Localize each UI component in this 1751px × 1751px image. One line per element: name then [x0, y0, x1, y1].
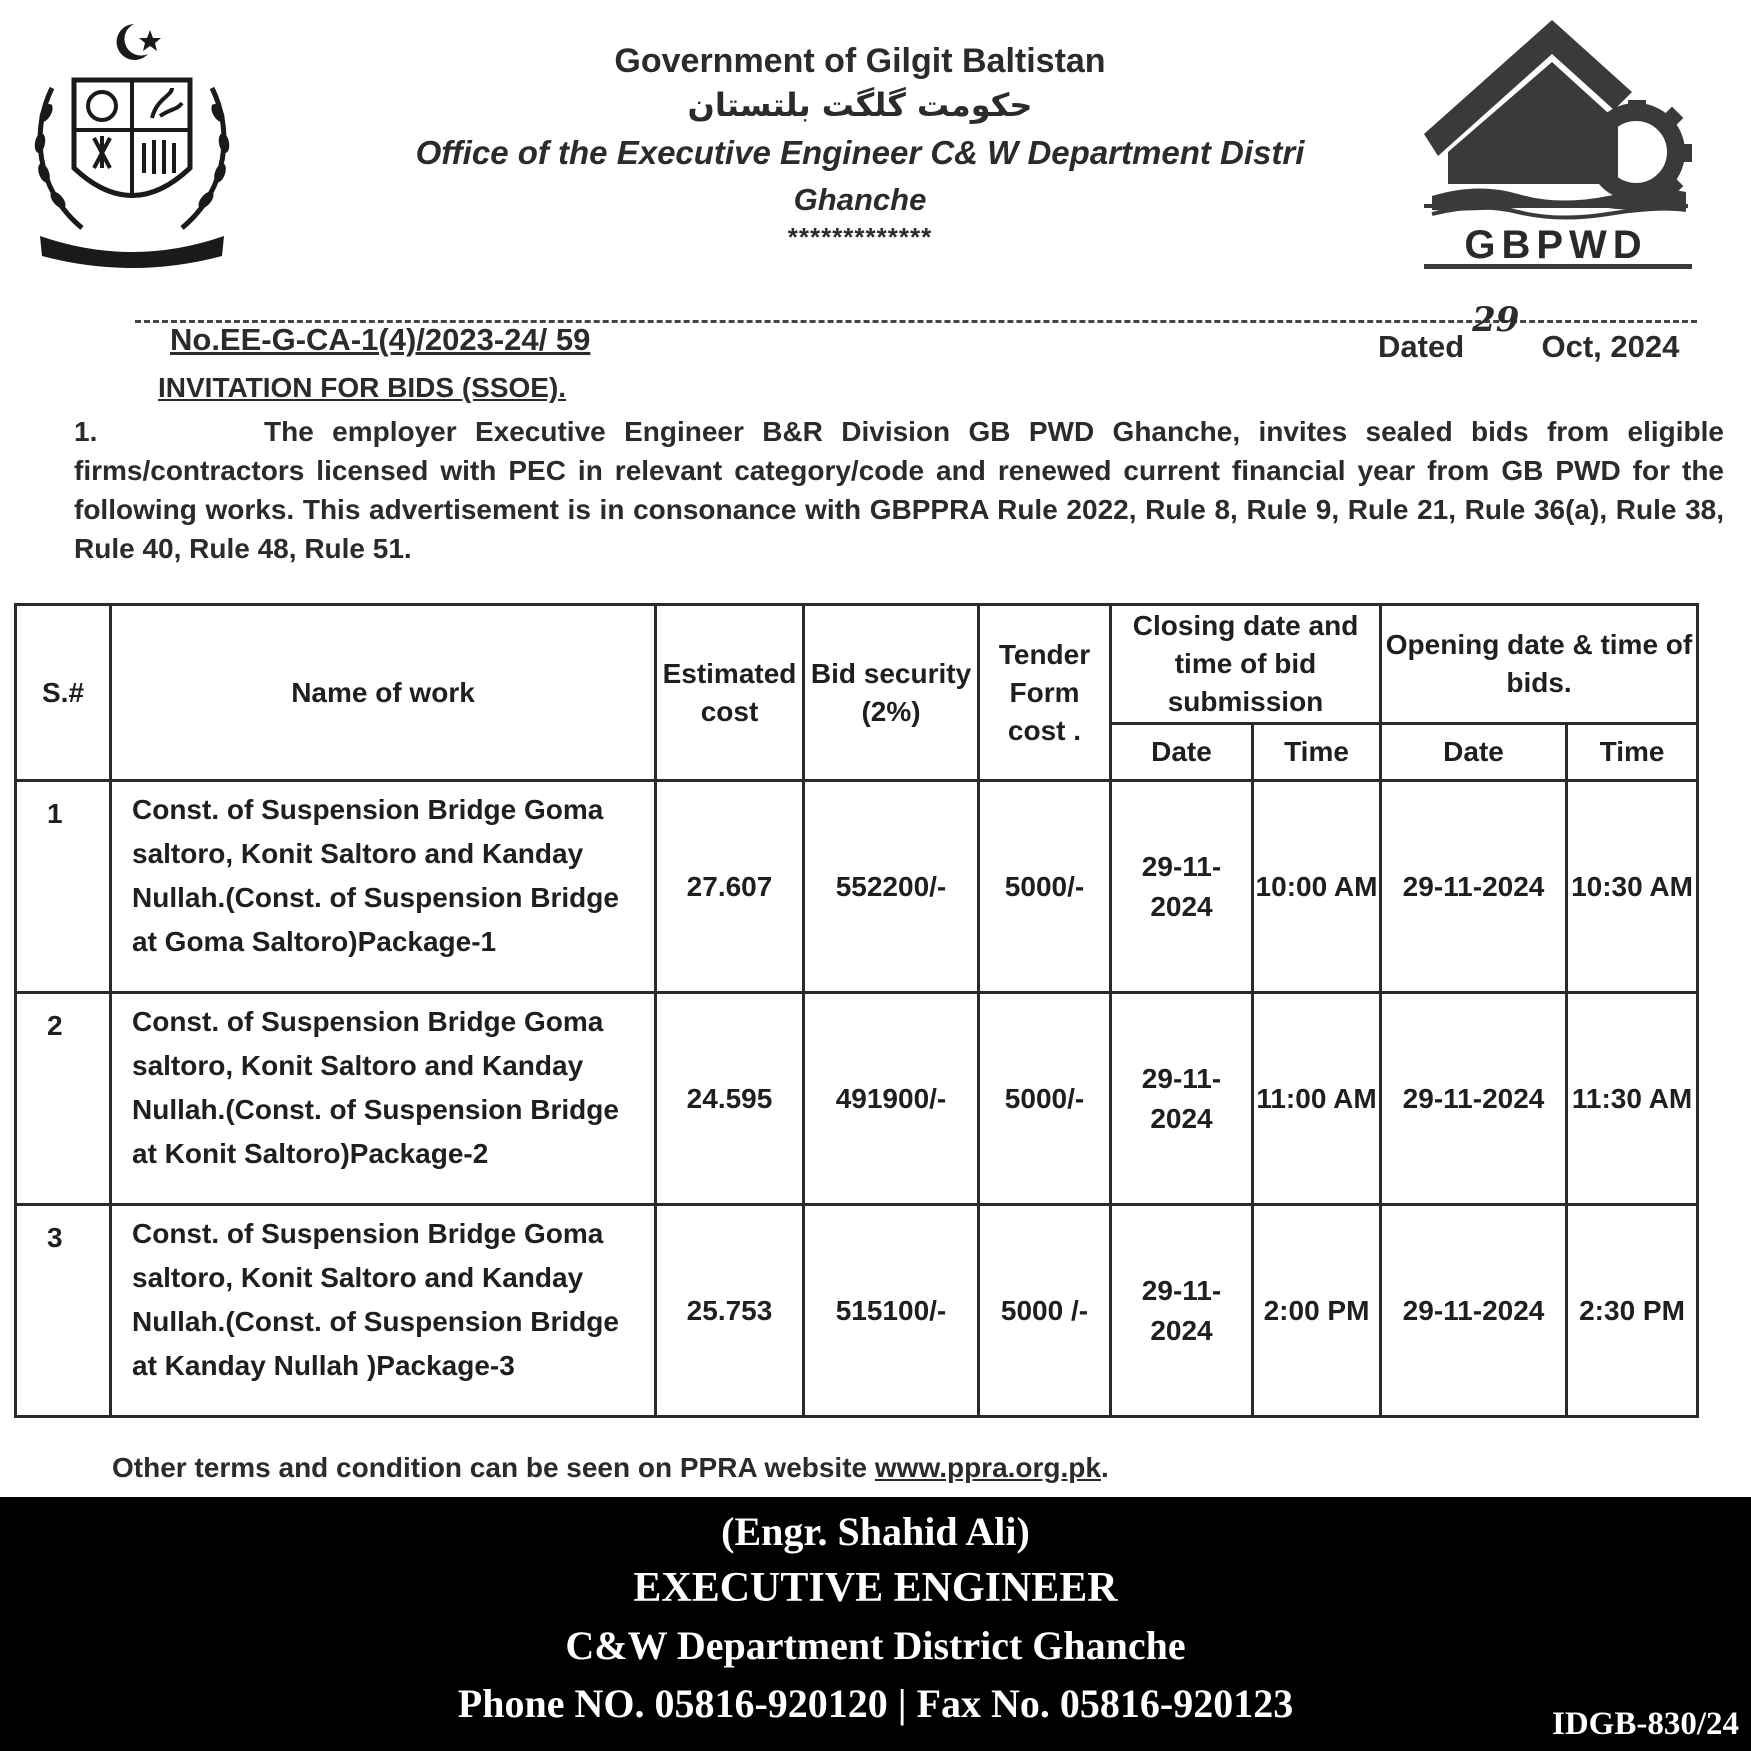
terms-text: Other terms and condition can be seen on PPRA website [112, 1452, 875, 1483]
row-closing-time: 10:00 AM [1253, 781, 1381, 993]
ad-code: IDGB-830/24 [1551, 1706, 1739, 1742]
office-title: Office of the Executive Engineer C& W Department Distri [415, 134, 1305, 171]
row-opening-time: 2:30 PM [1567, 1205, 1698, 1417]
government-emblem-icon [22, 18, 242, 268]
table-row [16, 781, 1698, 993]
signatory-name: (Engr. Shahid Ali) [721, 1509, 1030, 1554]
paragraph-text: The employer Executive Engineer B&R Division GB PWD Ghanche, invites sealed bids from eligible firms/contractors licensed with PEC in relevant category/code and renewed current financial year from GB PWD for the following works. This advertisement is in consonance with GBPPRA Rule 2022, Rule 8, Rule 9, Rule 21, Rule 36(a), Rule 38, Rule 40, Rule 48, Rule 51. [74, 416, 1724, 564]
row-estimated-cost: 24.595 [656, 993, 804, 1205]
row-closing-date: 29-11-2024 [1111, 781, 1253, 993]
row-closing-time: 2:00 PM [1253, 1205, 1381, 1417]
row-serial: 2 [16, 993, 111, 1205]
header-closing: Closing date and time of bid submission [1111, 605, 1381, 724]
row-opening-date: 29-11-2024 [1381, 993, 1567, 1205]
signatory-department: C&W Department District Ghanche [565, 1623, 1186, 1668]
reference-number: No.EE-G-CA-1(4)/2023-24/ 59 [170, 322, 591, 357]
ppra-website-link[interactable]: www.ppra.org.pk [874, 1452, 1101, 1483]
terms-end: . [1100, 1452, 1109, 1483]
header-tender-form-cost: Tender Form cost . [979, 605, 1111, 781]
header-serial: S.# [16, 605, 111, 781]
dated-label: Dated [1378, 329, 1465, 364]
row-tender-form-cost: 5000/- [979, 781, 1111, 993]
row-estimated-cost: 27.607 [656, 781, 804, 993]
reference-date [1378, 300, 1680, 366]
government-title: Government of Gilgit Baltistan [614, 42, 1106, 80]
row-opening-time: 10:30 AM [1567, 781, 1698, 993]
row-closing-date: 29-11-2024 [1111, 1205, 1253, 1417]
row-name-of-work: Const. of Suspension Bridge Goma saltoro, Konit Saltoro and Kanday Nullah.(Const. of Suspension Bridge at Goma Saltoro)Package-1 [111, 781, 656, 993]
row-bid-security: 552200/- [804, 781, 979, 993]
row-name-of-work: Const. of Suspension Bridge Goma saltoro, Konit Saltoro and Kanday Nullah.(Const. of Suspension Bridge at Kanday Nullah )Package-3 [111, 1205, 656, 1417]
row-opening-date: 29-11-2024 [1381, 781, 1567, 993]
bids-table [14, 603, 1699, 1418]
row-tender-form-cost: 5000/- [979, 993, 1111, 1205]
header-divider-stars: ************* [787, 222, 933, 252]
row-bid-security: 491900/- [804, 993, 979, 1205]
row-closing-date: 29-11-2024 [1111, 993, 1253, 1205]
row-opening-time: 11:30 AM [1567, 993, 1698, 1205]
header-estimated-cost: Estimated cost [656, 605, 804, 781]
contact-numbers: Phone NO. 05816-920120 | Fax No. 05816-920123 [457, 1681, 1294, 1726]
paragraph-number: 1. [74, 416, 98, 447]
header-bid-security: Bid security (2%) [804, 605, 979, 781]
table-row [16, 1205, 1698, 1417]
invitation-paragraph [74, 412, 1724, 568]
row-bid-security: 515100/- [804, 1205, 979, 1417]
row-serial: 1 [16, 781, 111, 993]
government-title-urdu: حکومت گلگت بلتستان [687, 86, 1033, 124]
row-tender-form-cost: 5000 /- [979, 1205, 1111, 1417]
row-closing-time: 11:00 AM [1253, 993, 1381, 1205]
row-serial: 3 [16, 1205, 111, 1417]
signatory-title: EXECUTIVE ENGINEER [633, 1565, 1118, 1611]
dated-month-year: Oct, 2024 [1541, 329, 1680, 364]
gbpwd-logo-icon [1418, 14, 1694, 270]
header-name-of-work: Name of work [111, 605, 656, 781]
row-estimated-cost: 25.753 [656, 1205, 804, 1417]
table-row [16, 993, 1698, 1205]
gbpwd-logo-text: GBPWD [1464, 223, 1648, 267]
dated-day: 29 [1472, 300, 1520, 340]
row-opening-date: 29-11-2024 [1381, 1205, 1567, 1417]
document-title: INVITATION FOR BIDS (SSOE). [158, 372, 567, 403]
row-name-of-work: Const. of Suspension Bridge Goma saltoro, Konit Saltoro and Kanday Nullah.(Const. of Suspension Bridge at Konit Saltoro)Package-2 [111, 993, 656, 1205]
header-closing-date: Date [1111, 724, 1253, 781]
header-opening-date: Date [1381, 724, 1567, 781]
header-opening-time: Time [1567, 724, 1698, 781]
header-opening: Opening date & time of bids. [1381, 605, 1698, 724]
terms-note [112, 1452, 1109, 1484]
district-title: Ghanche [793, 182, 927, 217]
header-closing-time: Time [1253, 724, 1381, 781]
